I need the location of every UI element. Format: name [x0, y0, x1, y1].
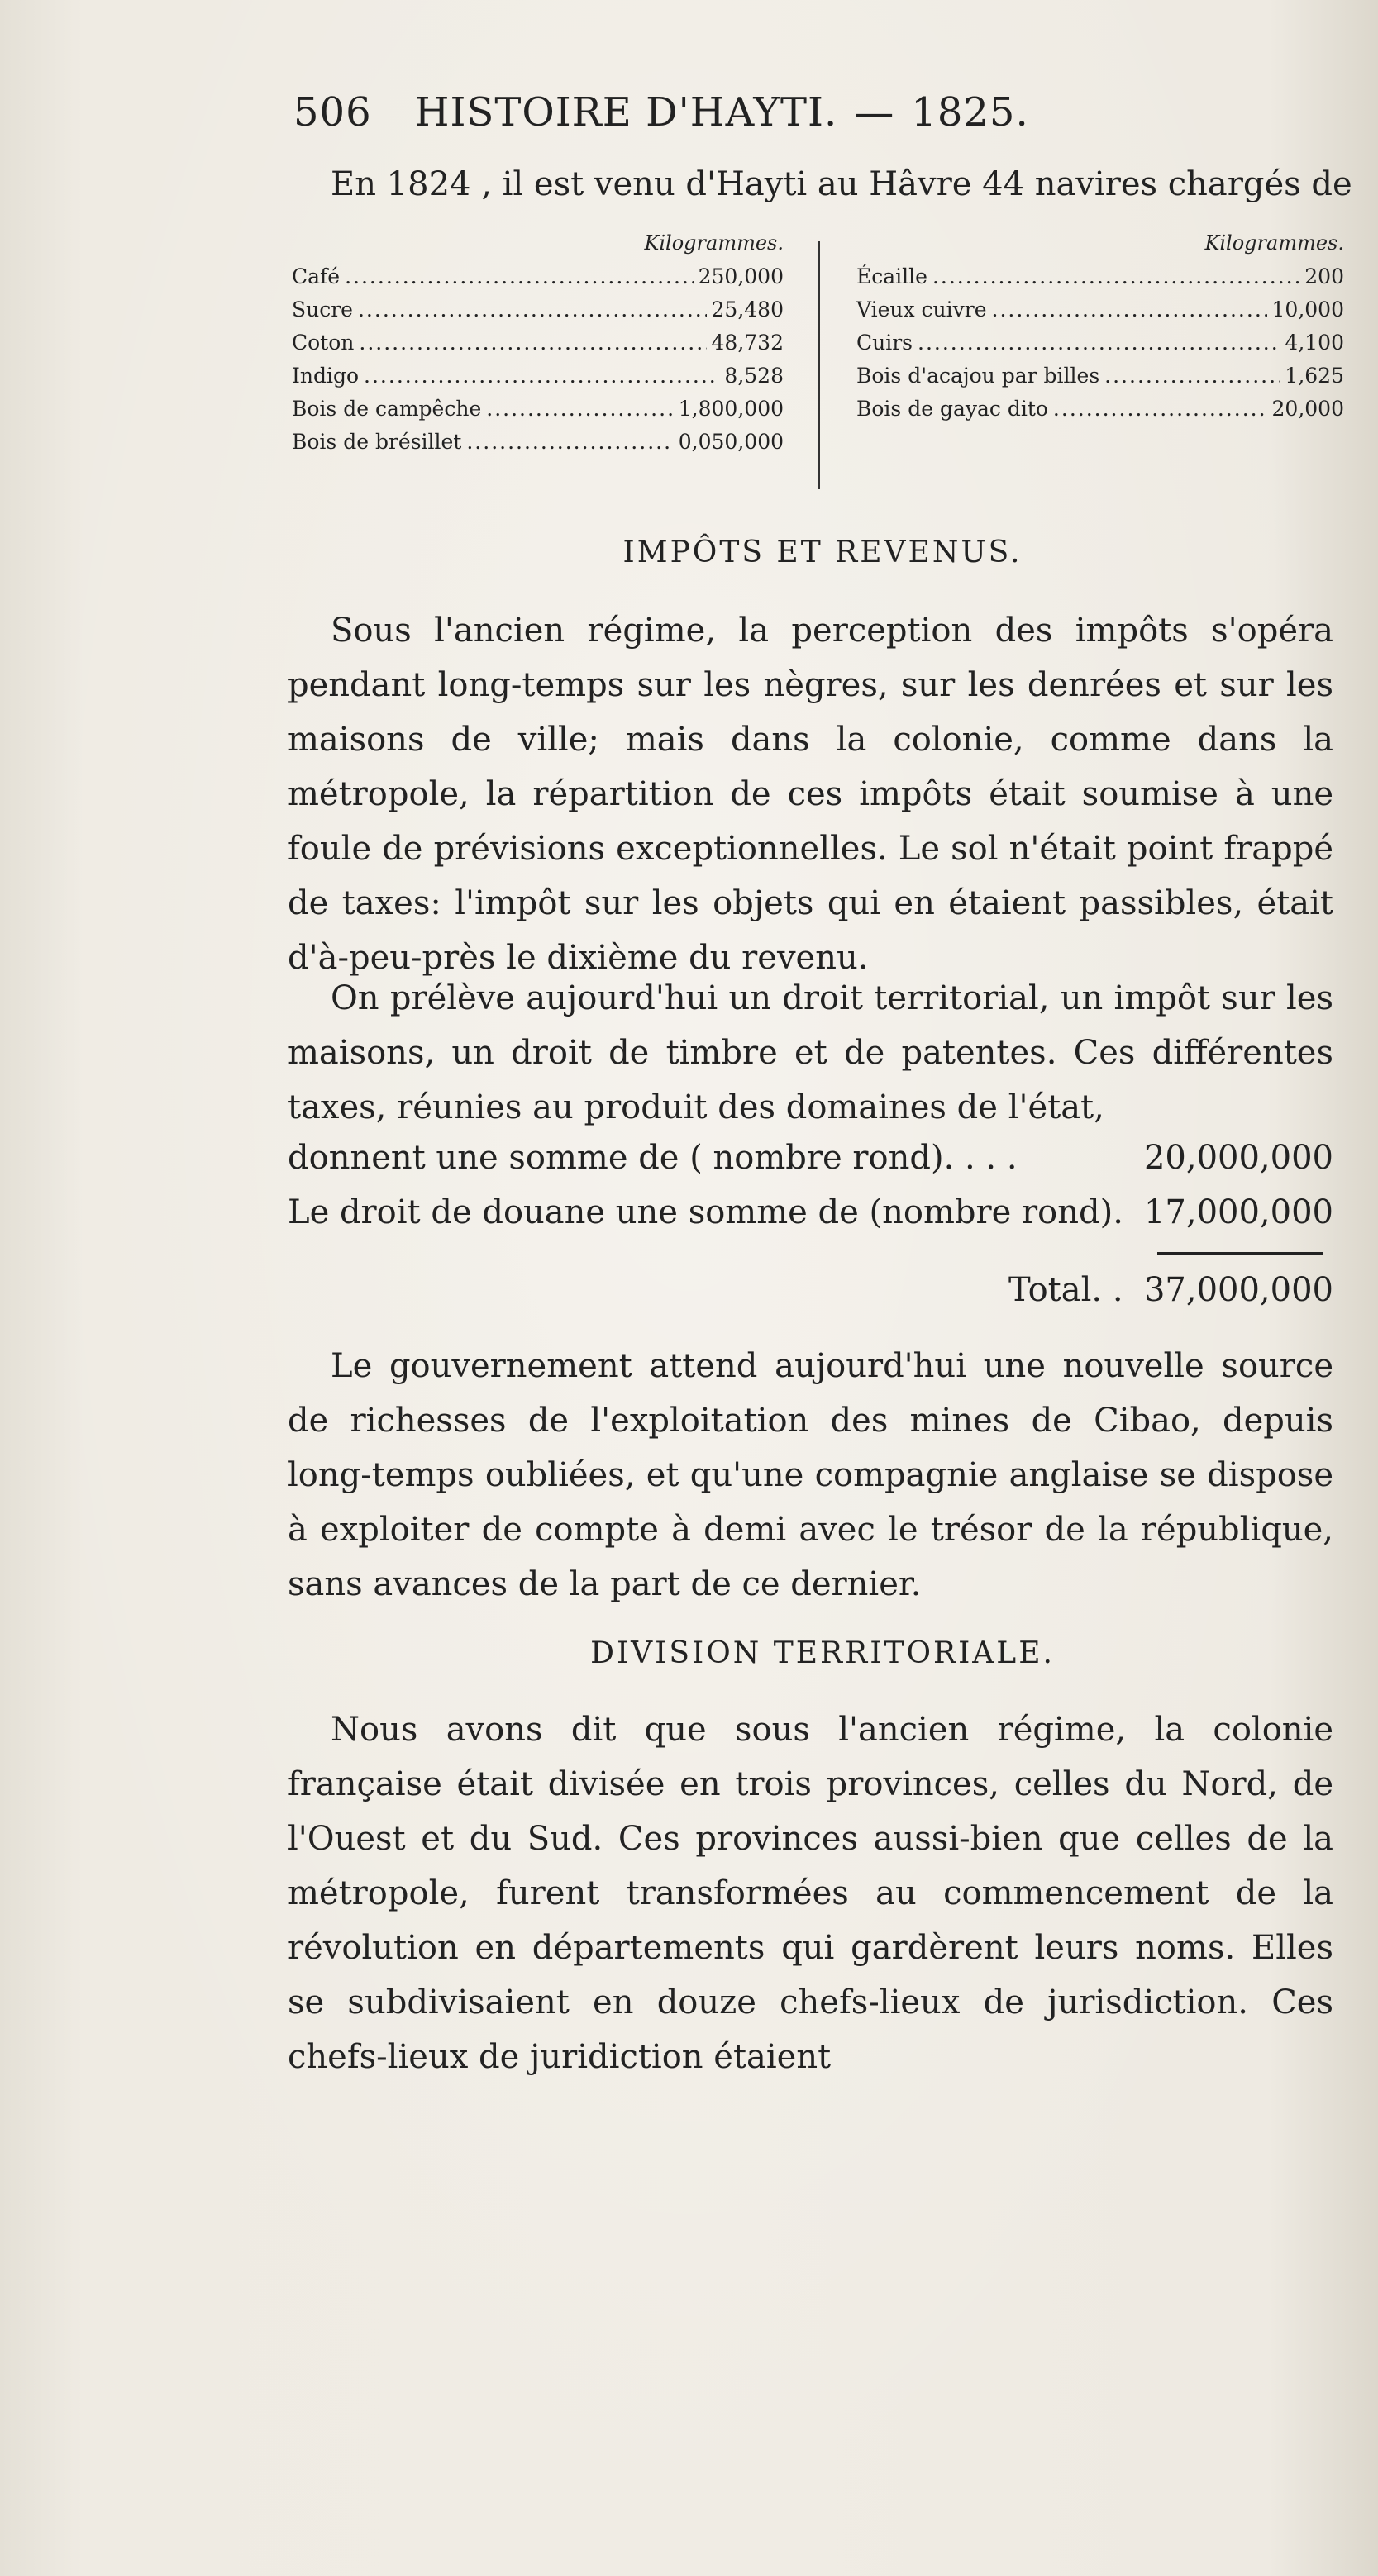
paragraph-droits [288, 971, 1333, 1135]
table-row [292, 298, 784, 331]
table-row [856, 298, 1344, 331]
table-row [856, 364, 1344, 397]
table-row [856, 331, 1344, 364]
total-group [1008, 1271, 1333, 1309]
intro-line: En 1824 , il est venu d'Hayti au Hâvre 44 navires chargés de [331, 165, 1352, 203]
table-divider [818, 241, 820, 489]
unit-label-right: Kilogrammes. [1204, 231, 1344, 255]
row-label: Bois de campêche [292, 397, 482, 421]
table-row [856, 264, 1344, 298]
running-title: HISTOIRE D'HAYTI. [414, 89, 838, 136]
row-label: Indigo [292, 364, 360, 388]
row-label: Cuirs [856, 331, 913, 355]
cargo-table-right [856, 231, 1344, 430]
paragraph-mines-cibao [288, 1339, 1333, 1612]
page-number: 506 [293, 89, 372, 136]
paragraph-text: On prélève aujourd'hui un droit territorial, un impôt sur les maisons, un droit de timbre et de patentes. Ces différentes taxes, réunies au produit des domaines de l'état, [288, 979, 1333, 1126]
sum-line-2 [288, 1193, 1333, 1231]
table-row [292, 264, 784, 298]
row-value: 20,000 [1271, 397, 1344, 421]
row-value: 4,100 [1285, 331, 1344, 355]
row-label: Bois de gayac dito [856, 397, 1048, 421]
row-value: 250,000 [698, 264, 784, 288]
sum-label: donnent une somme de ( nombre rond). . . . [288, 1139, 1018, 1177]
row-value: 200 [1304, 264, 1344, 288]
row-value: 1,625 [1285, 364, 1344, 388]
table-row [292, 331, 784, 364]
row-value: 48,732 [711, 331, 784, 355]
section-heading-impots: IMPÔTS ET REVENUS. [622, 536, 1023, 569]
paragraph-text: Sous l'ancien régime, la perception des impôts s'opéra pendant long-temps sur les nègres, sur les denrées et sur les maisons de ville; mais dans la colonie, comme dans la métropole, la répartition de ces impôts était soumise à une foule de prévisions exceptionnelles. Le sol n'était point frappé de taxes: l'impôt sur les objets qui en étaient passibles, était d'à-peu-près le dixième du revenu. [288, 612, 1333, 977]
table-row [856, 397, 1344, 430]
section-heading-division: DIVISION TERRITORIALE. [590, 1636, 1055, 1670]
row-value: 8,528 [724, 364, 784, 388]
row-value: 10,000 [1271, 298, 1344, 321]
header-year: 1825. [911, 89, 1029, 136]
total-rule [1157, 1252, 1323, 1255]
paragraph-ancien-regime [288, 603, 1333, 985]
paragraph-text: Nous avons dit que sous l'ancien régime, la colonie française était divisée en trois provinces, celles du Nord, de l'Ouest et du Sud. Ces provinces aussi-bien que celles de la métropole, furent transformées au commencement de la révolution en départements qui gardèrent leurs noms. Elles se subdivisaient en douze chefs-lieux de jurisdiction. Ces chefs-lieux de juridiction étaient [288, 1711, 1333, 2076]
table-row [292, 397, 784, 430]
sum-value: 17,000,000 [1143, 1193, 1333, 1231]
row-label: Écaille [856, 264, 927, 288]
paragraph-division [288, 1702, 1333, 2084]
table-row [292, 430, 784, 463]
row-label: Coton [292, 331, 355, 355]
row-value: 1,800,000 [678, 397, 784, 421]
row-value: 25,480 [711, 298, 784, 321]
sum-label: Le droit de douane une somme de (nombre rond). [288, 1193, 1123, 1231]
row-value: 0,050,000 [678, 430, 784, 454]
cargo-table-left [292, 231, 784, 463]
sum-value: 20,000,000 [1143, 1139, 1333, 1177]
row-label: Bois d'acajou par billes [856, 364, 1100, 388]
row-label: Sucre [292, 298, 353, 321]
header-separator: — [854, 89, 895, 136]
row-label: Café [292, 264, 341, 288]
running-header [293, 89, 1186, 136]
total-label: Total. . [1008, 1271, 1123, 1309]
row-label: Vieux cuivre [856, 298, 987, 321]
unit-label-left: Kilogrammes. [644, 231, 784, 255]
table-row [292, 364, 784, 397]
sum-line-1 [288, 1139, 1333, 1177]
row-label: Bois de brésillet [292, 430, 462, 454]
total-value: 37,000,000 [1143, 1271, 1333, 1309]
paragraph-text: Le gouvernement attend aujourd'hui une nouvelle source de richesses de l'exploitation des mines de Cibao, depuis long-temps oubliées, et qu'une compagnie anglaise se dispose à exploiter de compte à demi avec le trésor de la république, sans avances de la part de ce dernier. [288, 1347, 1333, 1603]
